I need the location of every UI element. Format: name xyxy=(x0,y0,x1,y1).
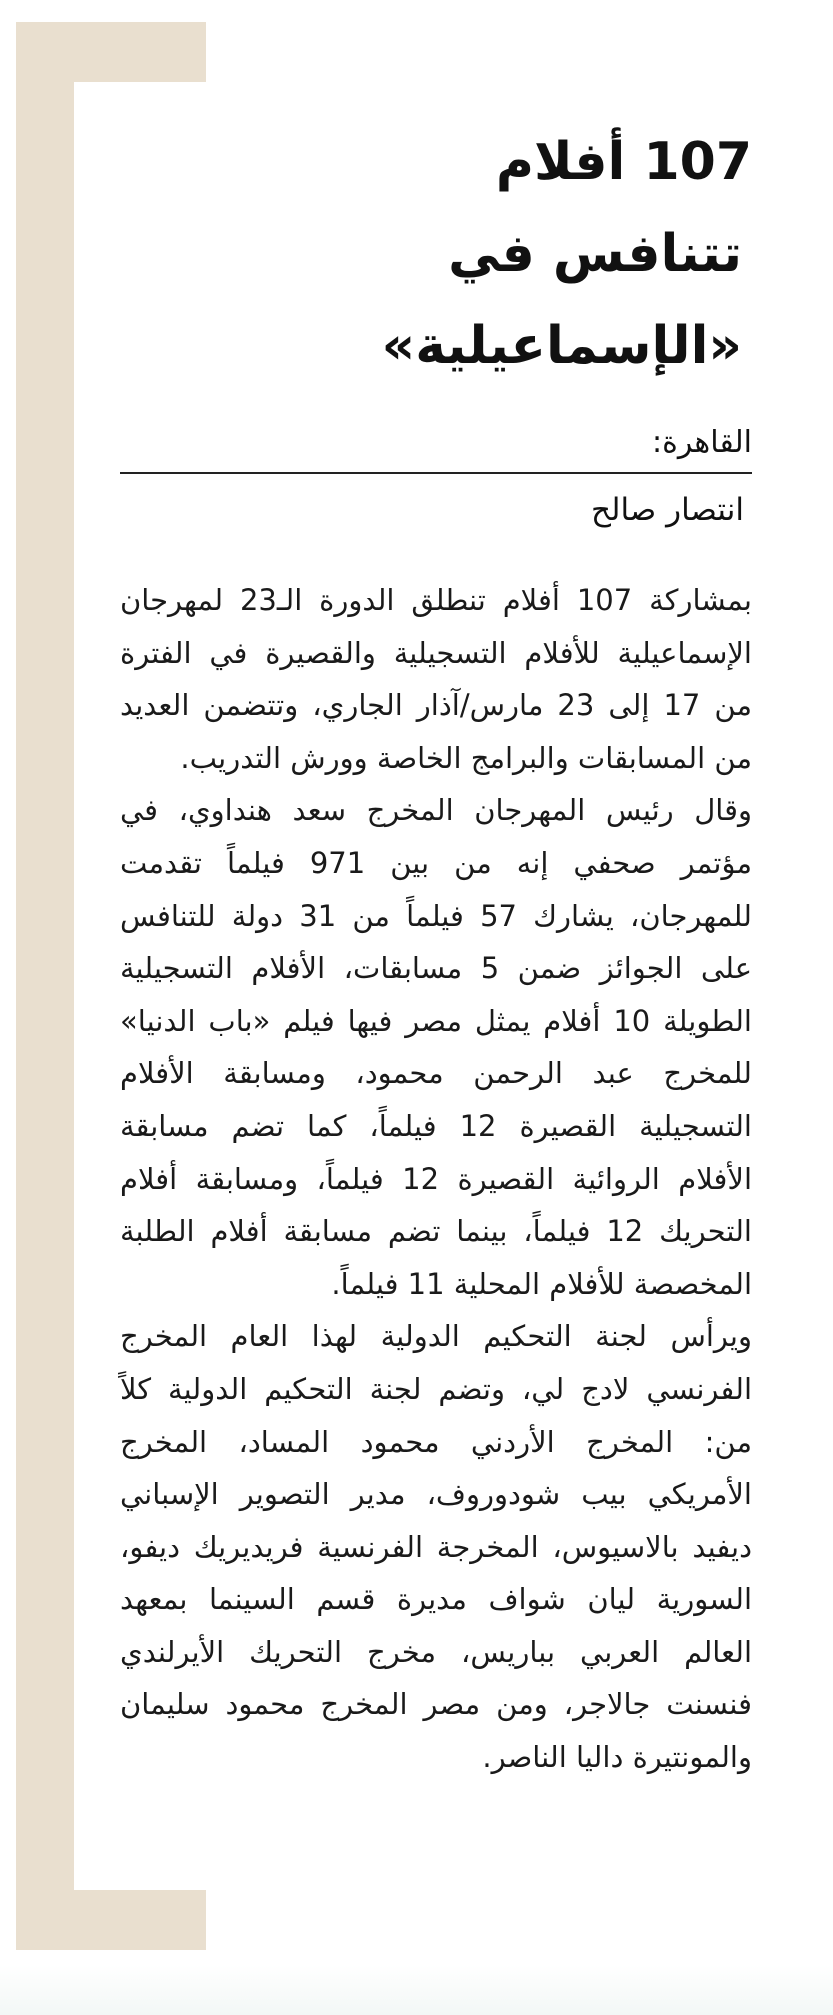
headline-line-2: تتنافس في «الإسماعيلية» xyxy=(381,224,742,376)
paragraph-3: ويرأس لجنة التحكيم الدولية لهذا العام المخرج الفرنسي لادج لي، وتضم لجنة التحكيم الدولية كلاً من: المخرج الأردني محمود المساد، المخرج الأمريكي بيب شودوروف، مدير التصوير الإسباني ديفيد بالاسيوس، المخرجة الفرنسية فريديريك ديفو، السورية ليان شواف مديرة قسم السينما بمعهد العالم العربي بباريس، مخرج التحريك الأيرلندي فنسنت جالاجر، ومن مصر المخرج محمود سليمان والمونتيرة داليا الناصر. xyxy=(120,1319,752,1775)
article-card xyxy=(74,82,774,1890)
article-body xyxy=(120,574,752,1784)
dateline: القاهرة: xyxy=(120,418,752,474)
byline: انتصار صالح xyxy=(591,492,744,528)
headline-line-1: 107 أفلام xyxy=(495,132,752,192)
paragraph-2: وقال رئيس المهرجان المخرج سعد هنداوي، في مؤتمر صحفي إنه من بين 971 فيلماً تقدمت للمهرجان، يشارك 57 فيلماً من 31 دولة للتنافس على الجوائز ضمن 5 مسابقات، الأفلام التسجيلية الطويلة 10 أفلام يمثل مصر فيها فيلم «باب الدنيا» للمخرج عبد الرحمن محمود، ومسابقة الأفلام التسجيلية القصيرة 12 فيلماً، كما تضم مسابقة الأفلام الروائية القصيرة 12 فيلماً، ومسابقة أفلام التحريك 12 فيلماً، بينما تضم مسابقة أفلام الطلبة المخصصة للأفلام المحلية 11 فيلماً. xyxy=(120,793,752,1301)
paragraph-1: بمشاركة 107 أفلام تنطلق الدورة الـ23 لمهرجان الإسماعيلية للأفلام التسجيلية والقصيرة في الفترة من 17 إلى 23 مارس/آذار الجاري، وتتضمن العديد من المسابقات والبرامج الخاصة وورش التدريب. xyxy=(120,583,753,775)
headline xyxy=(74,116,774,392)
page-bottom-edge xyxy=(0,1965,833,2015)
